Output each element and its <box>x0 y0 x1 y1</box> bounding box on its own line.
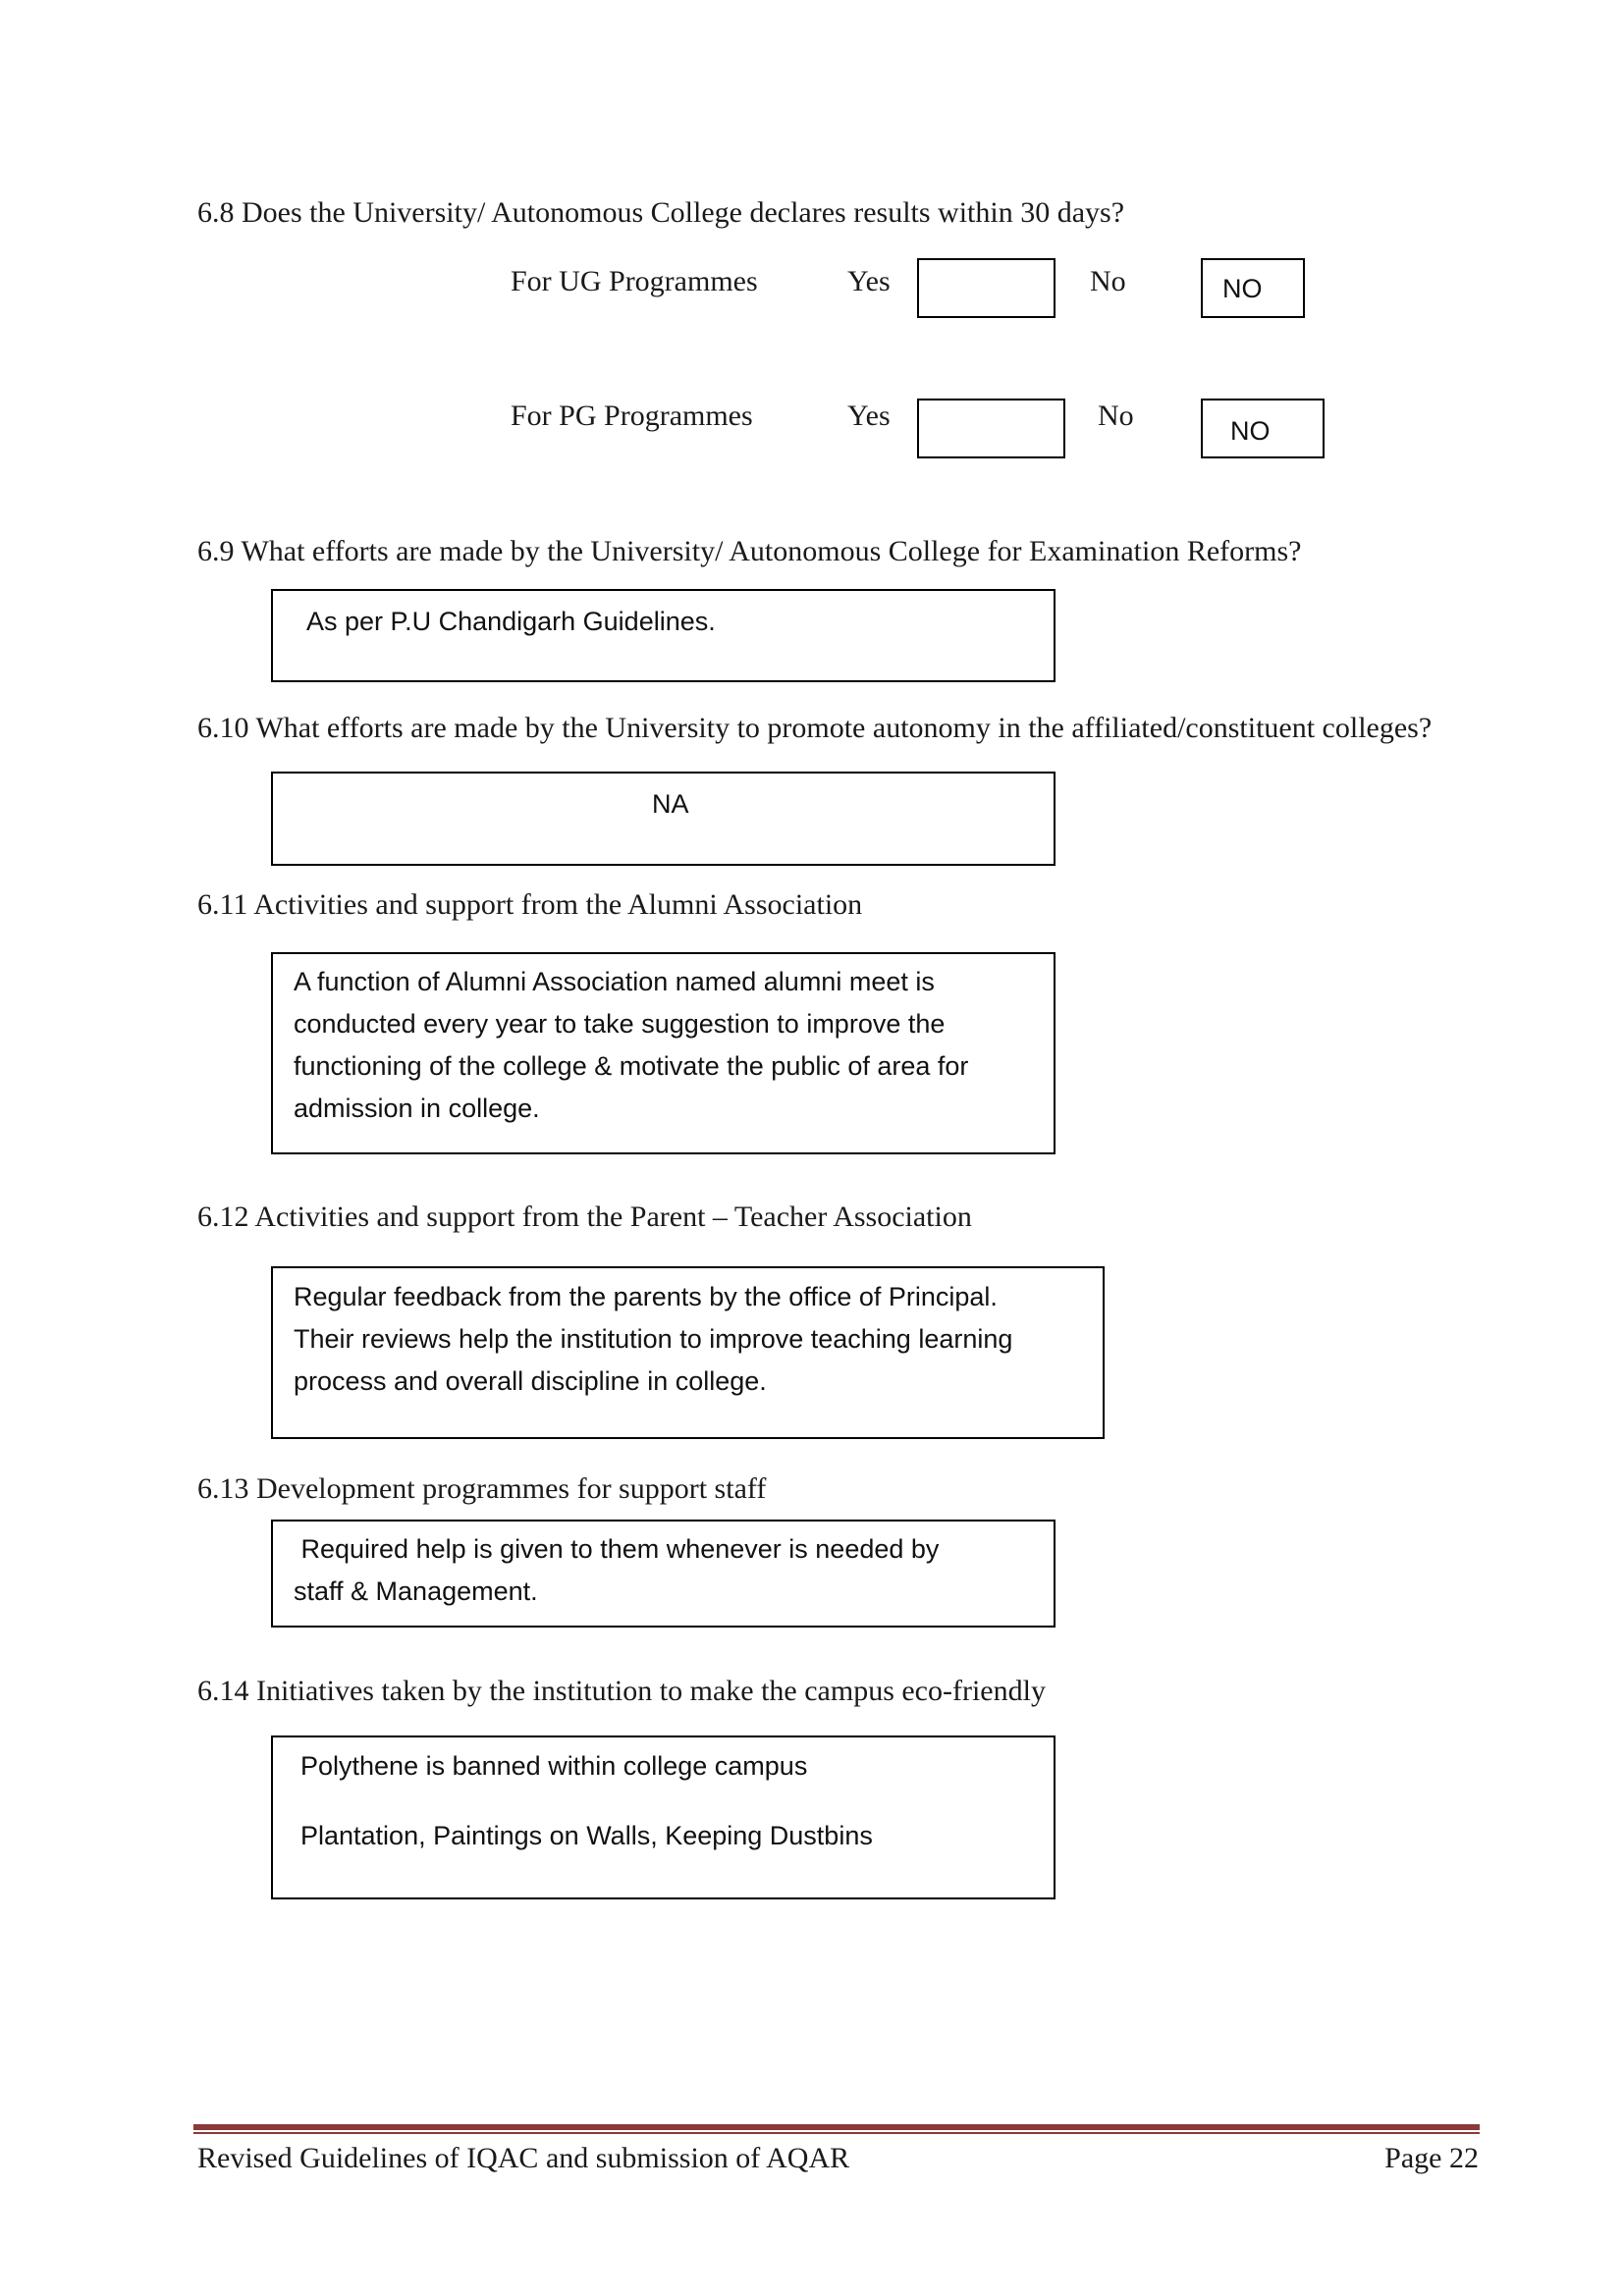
pg-no-value: NO <box>1230 416 1271 446</box>
answer-6-11-line-2: conducted every year to take suggestion to improve the <box>294 1009 946 1039</box>
answer-6-9: As per P.U Chandigarh Guidelines. <box>306 607 716 636</box>
answer-box-6-9[interactable] <box>271 589 1056 682</box>
pg-no-label: No <box>1098 400 1134 432</box>
pg-programmes-label: For PG Programmes <box>511 400 753 432</box>
answer-6-13-line-1: Required help is given to them whenever is needed by <box>294 1534 940 1564</box>
answer-box-6-14[interactable] <box>271 1735 1056 1899</box>
ug-yes-label: Yes <box>847 265 891 297</box>
ug-no-box[interactable] <box>1201 258 1305 318</box>
question-6-10: 6.10 What efforts are made by the University to promote autonomy in the affiliated/constituent colleges? <box>197 712 1433 744</box>
ug-yes-box[interactable] <box>917 258 1056 318</box>
answer-6-14-line-2: Plantation, Paintings on Walls, Keeping Dustbins <box>300 1821 873 1850</box>
answer-6-12-line-1: Regular feedback from the parents by the office of Principal. <box>294 1282 998 1311</box>
question-6-12: 6.12 Activities and support from the Parent – Teacher Association <box>197 1201 972 1233</box>
answer-6-11-line-3: functioning of the college & motivate the public of area for <box>294 1051 969 1081</box>
answer-6-14-line-1: Polythene is banned within college campus <box>300 1751 808 1781</box>
ug-no-label: No <box>1090 265 1126 297</box>
question-6-13: 6.13 Development programmes for support staff <box>197 1472 767 1505</box>
answer-6-12-line-3: process and overall discipline in college. <box>294 1366 767 1396</box>
footer-title: Revised Guidelines of IQAC and submission of AQAR <box>197 2142 850 2174</box>
ug-no-value: NO <box>1222 274 1263 303</box>
answer-box-6-12[interactable] <box>271 1266 1105 1439</box>
answer-6-11-line-4: admission in college. <box>294 1094 540 1123</box>
answer-box-6-13[interactable] <box>271 1520 1056 1628</box>
ug-programmes-label: For UG Programmes <box>511 265 758 297</box>
pg-yes-box[interactable] <box>917 399 1065 458</box>
answer-box-6-10[interactable] <box>271 772 1056 866</box>
answer-6-13-line-2: staff & Management. <box>294 1576 538 1606</box>
pg-no-box[interactable] <box>1201 399 1325 458</box>
question-6-14: 6.14 Initiatives taken by the institution to make the campus eco-friendly <box>197 1675 1046 1707</box>
footer-rule <box>193 2124 1480 2130</box>
question-6-9: 6.9 What efforts are made by the University/ Autonomous College for Examination Reforms? <box>197 535 1302 567</box>
answer-6-11-line-1: A function of Alumni Association named alumni meet is <box>294 967 935 996</box>
question-6-11: 6.11 Activities and support from the Alumni Association <box>197 888 863 921</box>
pg-yes-label: Yes <box>847 400 891 432</box>
question-6-8: 6.8 Does the University/ Autonomous College declares results within 30 days? <box>197 196 1125 229</box>
answer-6-10: NA <box>652 789 689 819</box>
answer-6-12-line-2: Their reviews help the institution to improve teaching learning <box>294 1324 1013 1354</box>
footer-rule-thin <box>193 2132 1480 2134</box>
answer-box-6-11[interactable] <box>271 952 1056 1154</box>
page-number: Page 22 <box>1384 2142 1479 2174</box>
